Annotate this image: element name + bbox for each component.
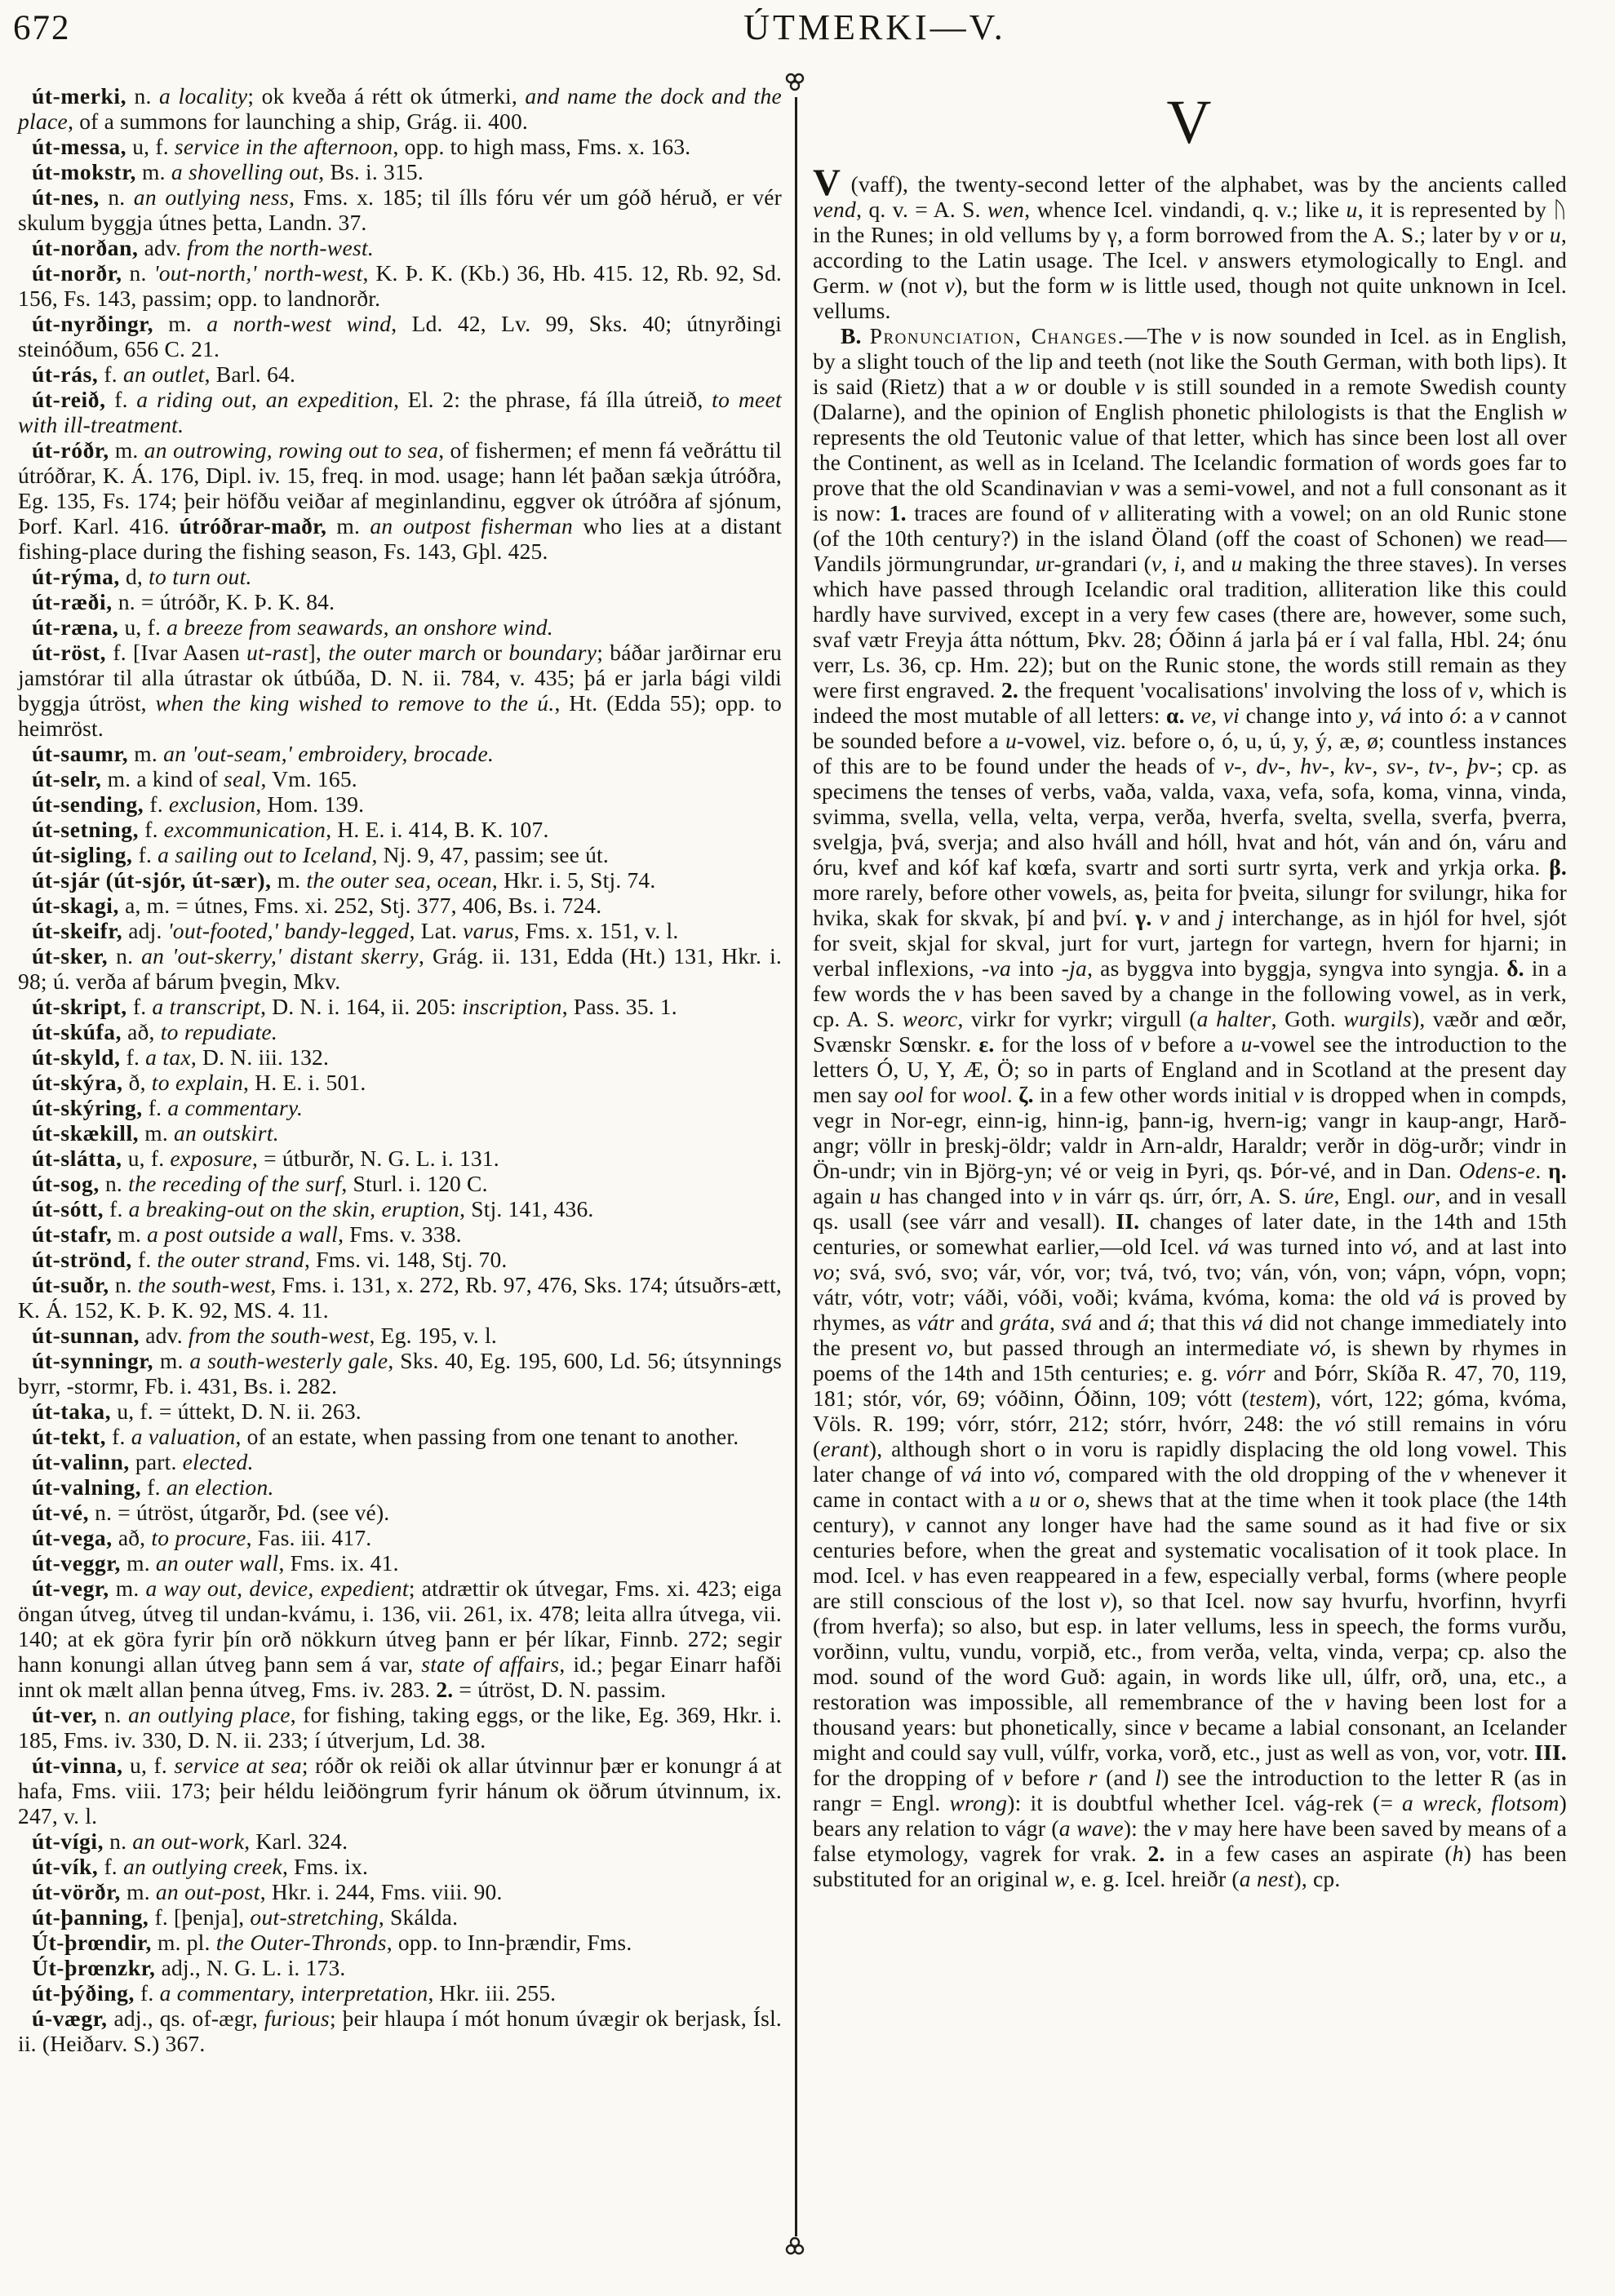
dictionary-entry: út-skúfa, að, to repudiate. <box>32 1019 278 1044</box>
dictionary-entry: út-þýðing, f. a commentary, interpretation, Hkr. iii. 255. <box>32 1980 557 2006</box>
dictionary-entry: út-skagi, a, m. = útnes, Fms. xi. 252, Stj. 377, 406, Bs. i. 724. <box>32 893 602 918</box>
trefoil-ornament-icon <box>783 2236 806 2260</box>
headword: út-sigling, <box>32 842 133 867</box>
headword: út-saumr, <box>32 741 129 766</box>
dictionary-entry: út-sigling, f. a sailing out to Iceland, Nj. 9, 47, passim; see út. <box>32 842 609 867</box>
dictionary-entry: út-valning, f. an election. <box>32 1474 274 1500</box>
dictionary-entry: út-sunnan, adv. from the south-west, Eg. 195, v. l. <box>32 1323 497 1348</box>
headword: Út-þrœnzkr, <box>32 1955 156 1980</box>
headword: út-vörðr, <box>32 1879 122 1904</box>
headword: út-nyrðingr, <box>32 311 154 336</box>
dictionary-entry: út-selr, m. a kind of seal, Vm. 165. <box>32 766 357 791</box>
dictionary-entry: út-norðr, n. 'out-north,' north-west, K. Þ. K. (Kb.) 36, Hb. 415. 12, Rb. 92, Sd. 156, Fs. 143, passim; opp. to landnorðr. <box>18 260 782 311</box>
dictionary-entry: út-rýma, d, to turn out. <box>32 564 252 589</box>
dictionary-entry: út-skeifr, adj. 'out-footed,' bandy-legged, Lat. varus, Fms. x. 151, v. l. <box>32 918 679 943</box>
dictionary-entry: út-skækill, m. an outskirt. <box>32 1120 279 1146</box>
dictionary-entry: út-ræði, n. = útróðr, K. Þ. K. 84. <box>32 589 335 614</box>
headword: út-tekt, <box>32 1424 107 1449</box>
dictionary-entry: út-sog, n. the receding of the surf, Sturl. i. 120 C. <box>32 1171 488 1196</box>
headword: út-rýma, <box>32 564 120 589</box>
dictionary-entry: út-skript, f. a transcript, D. N. i. 164, ii. 205: inscription, Pass. 35. 1. <box>32 994 677 1019</box>
dictionary-entry: Út-þrœndir, m. pl. the Outer-Thronds, opp. to Inn-þrændir, Fms. <box>32 1930 632 1955</box>
pronunciation-paragraph: B. Pronunciation, Changes.—The v is now sounded in Icel. as in English, by a slight touch of the lip and teeth (not like the South German, with both lips). It is said (Rietz) that a w or double v is still sounded in a remote Swedish county (Dalarne), and the opinion of English phonetic philologists is that the English w represents the old Teutonic value of that letter, which has since been lost all over the Continent, as well as in Iceland. The Icelandic formation of words goes far to prove that the old Scandinavian v was a semi-vowel, and not a full consonant as it is now: 1. traces are found of v alliterating with a vowel; on an old Runic stone (of the 10th century?) in the island Öland (off the coast of Schonen) we read—Vandils jörmungrundar, ur-grandari (v, i, and u making the three staves). In verses which have passed through Icelandic oral tradition, alliteration like this could hardly have survived, except in a very few cases (there are, however, some such, svaf vætr Freyja átta nóttum, Þkv. 28; Óðinn á jarla þá er í val falla, Hbl. 24; ónu verr, Ls. 36, cp. Hm. 22); but on the Runic stone, the words still remain as they were first engraved. 2. the frequent 'vocalisations' involving the loss of v, which is indeed the most mutable of all letters: α. ve, vi change into y, vá into ó: a v cannot be sounded before a u-vowel, viz. before o, ó, u, ú, y, ý, æ, ø; countless instances of this are to be found under the heads of v-, dv-, hv-, kv-, sv-, tv-, þv-; cp. as specimens the tenses of verbs, vaða, valda, vaxa, vefa, sofa, koma, vinna, vinda, svimma, svella, vella, velta, verpa, verða, hverfa, svelta, svella, sverfa, þverra, svelgja, þvá, sverja; and also hváll and hóll, hvat and hót, ván and ón, váru and óru, kvef and kóf kaf kœfa, svartr and sorti surtr syrta, verk and yrkja orka. β. more rarely, before other vowels, as, þeita for þveita, silungr for svilungr, hika for hvika, skak for skvak, þí and því. γ. v and j interchange, as in hjól for hvel, sjót for sveit, skjal for skval, jurt for vurt, jartegn for vartegn, hvern for hjarni; in verbal inflexions, -va into -ja, as byggva into byggja, syngva into syngja. δ. in a few words the v has been saved by a change in the following vowel, as in verk, cp. A. S. weorc, virkr for vyrkr; virgull (a halter, Goth. wurgils), væðr and œðr, Svænskr Sœnskr. ε. for the loss of v before a u-vowel see the introduction to the letters Ó, U, Y, Æ, Ö; so in parts of England and in Scotland at the present day men say ool for wool. ζ. in a few other words initial v is dropped when in compds, vegr in Nor-egr, einn-ig, hinn-ig, þann-ig, hvern-ig; vangr in kaup-angr, Harð-angr; völlr in þreskj-öldr; valdr in Arn-aldr, Haraldr; verðr in dög-urðr; vindr in Ön-undr; vin in Björg-yn; vé or veig in Þyri, qs. Þór-vé, and in Dan. Odens-e. η. again u has changed into v in várr qs. úrr, órr, A. S. úre, Engl. our, and in vesall qs. usall (see várr and vesall). II. changes of later date, in the 14th and 15th centuries, or somewhat earlier,—old Icel. vá was turned into vó, and at last into vo; svá, svó, svo; vár, vór, vor; tvá, tvó, tvo; ván, vón, von; vápn, vópn, vopn; vátr, vótr, votr; váði, vóði, voði; kváma, kvóma, koma: the old vá is proved by rhymes, as vátr and gráta, svá and á; that this vá did not change immediately into the present vo, but passed through an intermediate vó, is shewn by rhymes in poems of the 14th and 15th centuries; e. g. vórr and Þórr, Skíða R. 47, 70, 119, 181; stór, vór, 69; vóðinn, Óðinn, 109; vótt (testem), vórt, 122; góma, kvóma, Völs. R. 199; vórr, stórr, 212; stórr, hvórr, 248: the vó still remains in vóru (erant), although short o in voru is rapidly displacing the old long vowel. This later change of vá into vó, compared with the old dropping of the v whenever it came in contact with a u or o, shews that at the time when it took place (the 14th century), v cannot any longer have had the same sound as it had five or six centuries before, when the great and systematic vocalisation of it took place. In mod. Icel. v has even reappeared in a few, especially verbal, forms (where people are still conscious of the lost v), so that Icel. now say hvurfu, hvorfinn, hvyrfi (from hverfa); so also, but esp. in later vellums, less in speech, the forms vurðu, vorðinn, vultu, vundu, vorpið, etc., from verða, velta, vinda, verpa; cp. also the mod. sound of the word Guð: again, in words like ull, úlfr, orð, una, etc., a restoration was impossible, all remembrance of the v having been lost for a thousand years: but phonetically, since v became a labial consonant, an Icelander might and could say vull, vúlfr, vorka, vorð, etc., just as well as von, vor, votr. III. for the dropping of v before r (and l) see the introduction to the letter R (as in rangr = Engl. wrong): it is doubtful whether Icel. vág-rek (= a wreck, flotsom) bears any relation to vágr (a wave): the v may here have been saved by means of a false etymology, vagrek for vrak. 2. in a few cases an aspirate (h) has been substituted for an original w, e. g. Icel. hreiðr (a nest), cp. <box>813 323 1568 1891</box>
dictionary-entry: Út-þrœnzkr, adj., N. G. L. i. 173. <box>32 1955 346 1980</box>
dictionary-entry: út-ver, n. an outlying place, for fishing, taking eggs, or the like, Eg. 369, Hkr. i. 185, Fms. iv. 330, D. N. ii. 233; í útverjum, Ld. 38. <box>18 1702 782 1753</box>
headword: út-selr, <box>32 766 102 791</box>
headword: út-strönd, <box>32 1247 132 1272</box>
headword: út-þanning, <box>32 1904 149 1930</box>
dictionary-entry: út-tekt, f. a valuation, of an estate, when passing from one tenant to another. <box>32 1424 739 1449</box>
dictionary-entry: út-stafr, m. a post outside a wall, Fms. v. 338. <box>32 1221 462 1247</box>
dictionary-entry: út-vegr, m. a way out, device, expedient; atdrættir ok útvegar, Fms. xi. 423; eiga öngan útveg, útveg til undan-kvámu, i. 136, vii. 261, ix. 478; leita allra útvega, vii. 140; at ek göra fyrir þín orð nökkurn útveg þann er þér líkar, Finnb. 272; segir hann konungi allan útveg þann sem á var, state of affairs, id.; þegar Einarr hafði innt ok mælt allan þenna útveg, Fms. iv. 283. 2. = útröst, D. N. passim. <box>18 1576 782 1702</box>
headword: út-ræði, <box>32 589 113 614</box>
headword: út-skýring, <box>32 1095 143 1120</box>
dictionary-entry: út-merki, n. a locality; ok kveða á rétt ok útmerki, and name the dock and the place, of a summons for launching a ship, Grág. ii. 400. <box>18 83 782 134</box>
headword: út-ver, <box>32 1702 98 1727</box>
dictionary-entry: út-vík, f. an outlying creek, Fms. ix. <box>32 1854 369 1879</box>
headword: út-vegr, <box>32 1576 109 1601</box>
dictionary-entry: út-skyld, f. a tax, D. N. iii. 132. <box>32 1044 330 1070</box>
dictionary-entry: út-vega, að, to procure, Fas. iii. 417. <box>32 1525 372 1550</box>
headword: út-vík, <box>32 1854 99 1879</box>
headword: út-vinna, <box>32 1753 123 1778</box>
dictionary-entry: út-rás, f. an outlet, Barl. 64. <box>32 361 296 387</box>
letter-heading: V <box>1166 88 1213 157</box>
dictionary-entry: út-sótt, f. a breaking-out on the skin, eruption, Stj. 141, 436. <box>32 1196 594 1221</box>
headword: út-sunnan, <box>32 1323 140 1348</box>
right-column-paragraphs <box>813 162 1568 1891</box>
headword: út-skript, <box>32 994 127 1019</box>
dictionary-entry: út-ræna, u, f. a breeze from seawards, an onshore wind. <box>32 614 553 640</box>
headword: út-sótt, <box>32 1196 104 1221</box>
headword: út-reið, <box>32 387 106 412</box>
headword: út-stafr, <box>32 1221 113 1247</box>
dictionary-entry: út-sker, n. an 'out-skerry,' distant skerry, Grág. ii. 131, Edda (Ht.) 131, Hkr. i. 98; ú. verða af bárum þvegin, Mkv. <box>18 943 782 994</box>
headword: ú-vægr, <box>32 2006 108 2031</box>
headword: út-röst, <box>32 640 107 665</box>
headword: út-sker, <box>32 943 109 968</box>
headword: út-mokstr, <box>32 159 136 184</box>
large-initial: V <box>813 162 841 204</box>
dictionary-entry: út-vé, n. = útröst, útgarðr, Þd. (see vé). <box>32 1500 390 1525</box>
headword: út-taka, <box>32 1398 112 1424</box>
headword: út-synningr, <box>32 1348 154 1373</box>
dictionary-entry: út-strönd, f. the outer strand, Fms. vi. 148, Stj. 70. <box>32 1247 508 1272</box>
left-column-entries <box>18 83 782 2056</box>
dictionary-entry: út-mokstr, m. a shovelling out, Bs. i. 315. <box>32 159 424 184</box>
headword: út-vega, <box>32 1525 113 1550</box>
page-number: 672 <box>13 9 71 47</box>
dictionary-entry: út-röst, f. [Ivar Aasen ut-rast], the outer march or boundary; báðar jarðirnar eru jamstórar til alla útrastar ok útbúða, D. N. ii. 784, v. 435; þá er jarla bági vildi byggja útröst, when the king wished to remove to the ú., Ht. (Edda 55); opp. to heimröst. <box>18 640 782 741</box>
right-column <box>813 70 1567 1891</box>
headword: út-norðan, <box>32 235 139 260</box>
dictionary-entry: út-messa, u, f. service in the afternoon, opp. to high mass, Fms. x. 163. <box>32 134 691 159</box>
dictionary-entry: út-valinn, part. elected. <box>32 1449 254 1474</box>
headword: út-þýðing, <box>32 1980 135 2006</box>
headword: út-skagi, <box>32 893 120 918</box>
dictionary-entry: út-róðr, m. an outrowing, rowing out to sea, of fishermen; ef menn fá veðráttu til útróðrar, K. Á. 176, Dipl. iv. 15, freq. in mod. usage; hann lét þaðan sækja útróðra, Eg. 135, Fs. 174; þeir höfðu veiðar af meginlandinu, eggver ok útróðra af sjónum, Þorf. Karl. 416. útróðrar-maðr, m. an outpost fisherman who lies at a distant fishing-place during the fishing season, Fs. 143, Gþl. 425. <box>18 437 782 564</box>
headword: Út-þrœndir, <box>32 1930 152 1955</box>
dictionary-entry: út-sjár (út-sjór, út-sær), m. the outer sea, ocean, Hkr. i. 5, Stj. 74. <box>32 867 656 893</box>
headword: út-skeifr, <box>32 918 123 943</box>
dictionary-entry: út-vígi, n. an out-work, Karl. 324. <box>32 1828 348 1854</box>
headword: út-sog, <box>32 1171 100 1196</box>
running-title: ÚTMERKI—V. <box>743 7 1006 47</box>
dictionary-entry: út-nes, n. an outlying ness, Fms. x. 185; til ílls fóru vér um góð héruð, er vér skulum byggja útnes þetta, Landn. 37. <box>18 184 782 235</box>
dictionary-entry: út-norðan, adv. from the north-west. <box>32 235 375 260</box>
headword: út-ræna, <box>32 614 119 640</box>
headword: út-skýra, <box>32 1070 123 1095</box>
headword: út-vígi, <box>32 1828 104 1854</box>
trefoil-ornament-icon <box>783 72 806 96</box>
dictionary-entry: út-suðr, n. the south-west, Fms. i. 131, x. 272, Rb. 97, 476, Sks. 174; útsuðrs-ætt, K. Á. 152, K. Þ. K. 92, MS. 4. 11. <box>18 1272 782 1323</box>
dictionary-entry: út-vinna, u, f. service at sea; róðr ok reiði ok allar útvinnur þær er konungr á at hafa, Fms. viii. 173; þeir héldu leiðöngrum fyrir hánum ok öðrum útvinnum, ix. 247, v. l. <box>18 1753 783 1828</box>
headword: út-messa, <box>32 134 127 159</box>
headword: út-sending, <box>32 791 144 817</box>
headword: út-sjár (út-sjór, út-sær), <box>32 867 272 893</box>
headword: út-skyld, <box>32 1044 121 1070</box>
column-divider <box>795 97 797 2236</box>
dictionary-entry: út-synningr, m. a south-westerly gale, Sks. 40, Eg. 195, 600, Ld. 56; útsynnings byrr, -stormr, Fb. i. 431, Bs. i. 282. <box>18 1348 782 1398</box>
headword: út-setning, <box>32 817 140 842</box>
headword: út-slátta, <box>32 1146 122 1171</box>
dictionary-entry: út-þanning, f. [þenja], out-stretching, Skálda. <box>32 1904 459 1930</box>
dictionary-entry: út-reið, f. a riding out, an expedition, El. 2: the phrase, fá ílla útreið, to meet with ill-treatment. <box>18 387 782 437</box>
dictionary-entry: út-veggr, m. an outer wall, Fms. ix. 41. <box>32 1550 399 1576</box>
dictionary-entry: ú-vægr, adj., qs. of-ægr, furious; þeir hlaupa í mót honum úvægir ok berjask, Ísl. ii. (Heiðarv. S.) 367. <box>18 2006 782 2056</box>
dictionary-entry: út-taka, u, f. = úttekt, D. N. ii. 263. <box>32 1398 362 1424</box>
headword: út-valning, <box>32 1474 142 1500</box>
headword: út-rás, <box>32 361 99 387</box>
headword: út-skækill, <box>32 1120 140 1146</box>
headword: út-róðr, <box>32 437 109 463</box>
headword: út-vé, <box>32 1500 90 1525</box>
headword: út-skúfa, <box>32 1019 122 1044</box>
dictionary-entry: út-nyrðingr, m. a north-west wind, Ld. 42, Lv. 99, Sks. 40; útnyrðingi steinóðum, 656 C. 21. <box>18 311 782 361</box>
dictionary-entry: út-vörðr, m. an out-post, Hkr. i. 244, Fms. viii. 90. <box>32 1879 503 1904</box>
dictionary-entry: út-skýring, f. a commentary. <box>32 1095 304 1120</box>
headword: út-veggr, <box>32 1550 122 1576</box>
dictionary-entry: út-sending, f. exclusion, Hom. 139. <box>32 791 365 817</box>
dictionary-entry: út-saumr, m. an 'out-seam,' embroidery, brocade. <box>32 741 495 766</box>
dictionary-entry: út-slátta, u, f. exposure, = útburðr, N. G. L. i. 131. <box>32 1146 499 1171</box>
headword: út-merki, <box>32 83 127 109</box>
dictionary-entry: út-skýra, ð, to explain, H. E. i. 501. <box>32 1070 366 1095</box>
headword: út-norðr, <box>32 260 122 286</box>
dictionary-entry: út-setning, f. excommunication, H. E. i. 414, B. K. 107. <box>32 817 549 842</box>
intro-paragraph: V (vaff), the twenty-second letter of the alphabet, was by the ancients called vend, q. v. = A. S. wen, whence Icel. vindandi, q. v.; like u, it is represented by ᚢ in the Runes; in old vellums by γ, a form borrowed from the A. S.; later by v or u, according to the Latin usage. The Icel. v answers etymologically to Engl. and Germ. w (not v), but the form w is little used, though not quite unknown in Icel. vellums. <box>813 162 1567 323</box>
headword: út-valinn, <box>32 1449 130 1474</box>
headword: út-nes, <box>32 184 100 210</box>
headword: út-suðr, <box>32 1272 109 1297</box>
left-column <box>18 83 782 2056</box>
